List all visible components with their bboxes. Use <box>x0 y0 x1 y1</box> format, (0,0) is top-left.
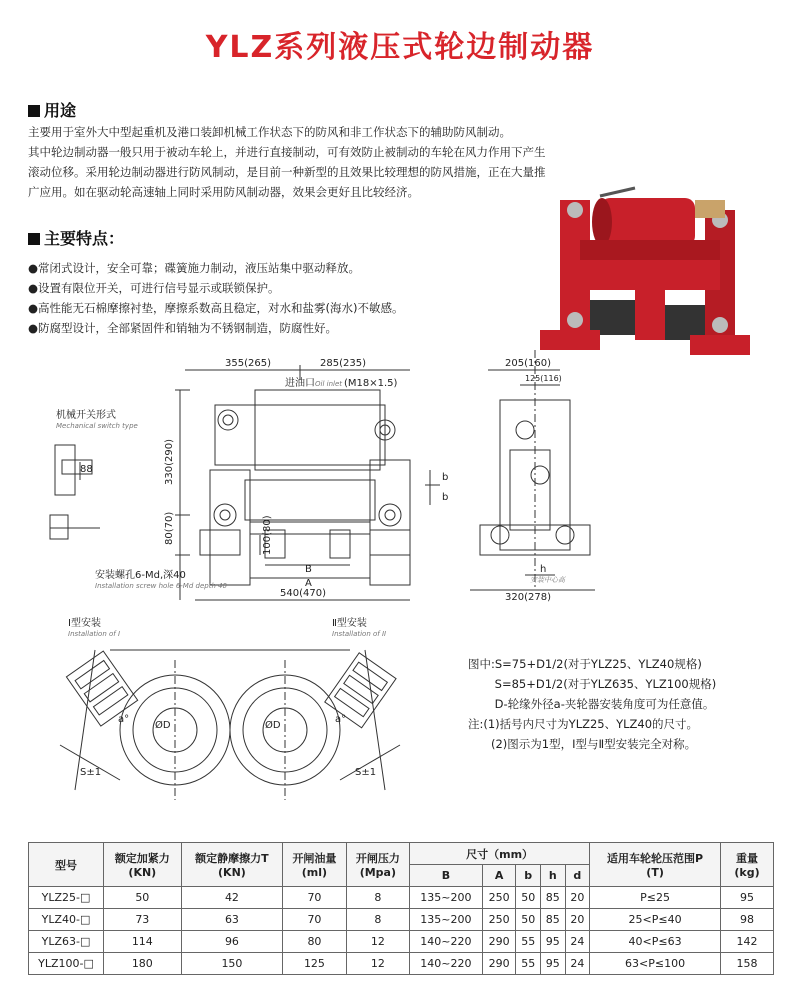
dim-285: 285(235) <box>320 358 366 369</box>
table-cell: YLZ40-□ <box>29 909 104 931</box>
oil-inlet-label-en: Oil inlet <box>315 380 343 388</box>
col-clamp <box>104 843 182 887</box>
table-cell: 114 <box>104 931 182 953</box>
features-heading-text: 主要特点： <box>44 229 125 248</box>
table-cell: 25<P≤40 <box>590 909 721 931</box>
table-cell: 95 <box>721 887 774 909</box>
col-clamp-unit: (KN) <box>128 866 157 879</box>
table-cell: 135~200 <box>410 909 483 931</box>
usage-line: 主要用于室外大中型起重机及港口装卸机械工作状态下的防风和非工作状态下的辅助防风制动。 <box>28 125 511 139</box>
col-dim-h: h <box>541 865 566 887</box>
table-cell: 50 <box>104 887 182 909</box>
table-cell: 150 <box>181 953 283 975</box>
phi-d-right: ØD <box>265 720 281 731</box>
table-cell: 42 <box>181 887 283 909</box>
usage-paragraph <box>28 122 608 202</box>
table-row <box>29 953 774 975</box>
col-dim-b: b <box>516 865 541 887</box>
table-cell: 158 <box>721 953 774 975</box>
table-cell: 85 <box>541 909 566 931</box>
dim-80: 80(70) <box>164 511 175 545</box>
features-heading <box>28 226 124 249</box>
feature-item: ●高性能无石棉摩擦衬垫，摩擦系数高且稳定，对水和盐雾(海水)不敏感。 <box>28 301 404 315</box>
table-cell: 140~220 <box>410 953 483 975</box>
table-cell: 63<P≤100 <box>590 953 721 975</box>
table-cell: 85 <box>541 887 566 909</box>
table-cell: 250 <box>482 909 516 931</box>
note-line: 注:(1)括号内尺寸为YLZ25、YLZ40的尺寸。 <box>468 717 699 731</box>
table-cell: 50 <box>516 909 541 931</box>
note-line: D-轮缘外径a-夹轮器安装角度可为任意值。 <box>468 697 715 711</box>
col-torque-unit: (KN) <box>218 866 246 879</box>
oil-inlet-spec: (M18×1.5) <box>344 378 398 389</box>
dim-330: 330(290) <box>164 439 175 485</box>
usage-line: 广应用。如在驱动轮高速轴上同时采用防风制动器，效果会更好且比较经济。 <box>28 185 419 199</box>
dim-88: 88 <box>80 464 93 475</box>
table-cell: 98 <box>721 909 774 931</box>
col-press-unit: (Mpa) <box>359 866 396 879</box>
table-cell: 12 <box>346 953 409 975</box>
table-cell: 290 <box>482 931 516 953</box>
col-oil-title: 开闸油量 <box>292 852 337 865</box>
col-weight-unit: (kg) <box>734 866 760 879</box>
table-cell: 73 <box>104 909 182 931</box>
table-cell: YLZ25-□ <box>29 887 104 909</box>
col-torque <box>181 843 283 887</box>
usage-line: 滚动位移。采用轮边制动器进行防风制动，是目前一种新型的且效果比较理想的防风措施，正在大量推 <box>28 165 546 179</box>
table-cell: 140~220 <box>410 931 483 953</box>
table-cell: 95 <box>541 953 566 975</box>
col-weight <box>721 843 774 887</box>
dim-205: 205(160) <box>505 358 551 369</box>
note-line: (2)图示为1型，Ⅰ型与Ⅱ型安装完全对称。 <box>468 737 697 751</box>
col-torque-title: 额定静摩擦力T <box>195 852 269 865</box>
table-cell: 250 <box>482 887 516 909</box>
center-height-label: 安装中心高 <box>530 576 565 584</box>
col-dim-d: d <box>565 865 590 887</box>
col-press <box>346 843 409 887</box>
dim-355: 355(265) <box>225 358 271 369</box>
col-dim-B: B <box>410 865 483 887</box>
usage-line: 其中轮边制动器一般只用于被动车轮上，并进行直接制动，可有效防止被制动的车轮在风力作用下产生 <box>28 145 546 159</box>
col-oil <box>283 843 346 887</box>
col-oil-unit: (ml) <box>301 866 328 879</box>
table-cell: 63 <box>181 909 283 931</box>
type1-label: Ⅰ型安装 <box>68 618 101 629</box>
dim-b-upper: b <box>442 472 449 483</box>
switch-label-en: Mechanical switch type <box>56 422 138 430</box>
col-wheel-title: 适用车轮轮压范围P <box>607 852 704 865</box>
table-cell: 8 <box>346 909 409 931</box>
table-cell: 70 <box>283 887 346 909</box>
table-cell: 96 <box>181 931 283 953</box>
table-cell: 50 <box>516 887 541 909</box>
table-cell: 20 <box>565 887 590 909</box>
table-cell: 70 <box>283 909 346 931</box>
col-dim: 尺寸（mm） <box>410 843 590 865</box>
type2-label-en: Installation of II <box>332 630 387 638</box>
table-row <box>29 887 774 909</box>
dim-A: A <box>305 578 312 589</box>
phi-d-left: ØD <box>155 720 171 731</box>
usage-heading <box>28 98 76 121</box>
col-model: 型号 <box>29 843 104 887</box>
product-photo <box>540 180 755 370</box>
angle-a-left: a° <box>118 714 130 725</box>
dim-320: 320(278) <box>505 592 551 603</box>
page-title: YLZ系列液压式轮边制动器 <box>205 30 595 65</box>
switch-label: 机械开关形式 <box>56 410 116 421</box>
note-line: 图中:S=75+D1/2(对于YLZ25、YLZ40规格) <box>468 657 702 671</box>
col-dim-A: A <box>482 865 516 887</box>
col-wheel-unit: (T) <box>646 866 664 879</box>
s-dim-left: S±1 <box>80 767 102 778</box>
screw-hole-label-en: Installation screw hole 6-Md depth 40 <box>95 582 228 590</box>
feature-item: ●防腐型设计，全部紧固件和销轴为不锈钢制造，防腐性好。 <box>28 321 338 335</box>
table-row <box>29 909 774 931</box>
table-cell: 135~200 <box>410 887 483 909</box>
drawing-notes <box>468 654 788 754</box>
dim-125: 125(116) <box>525 374 562 383</box>
table-cell: 24 <box>565 931 590 953</box>
table-cell: 55 <box>516 953 541 975</box>
table-cell: 180 <box>104 953 182 975</box>
table-cell: 24 <box>565 953 590 975</box>
dim-B: B <box>305 564 312 575</box>
feature-item: ●常闭式设计，安全可靠；碟簧施力制动，液压站集中驱动释放。 <box>28 261 361 275</box>
dim-h: h <box>540 564 547 575</box>
table-cell: 142 <box>721 931 774 953</box>
table-row <box>29 931 774 953</box>
table-cell: 40<P≤63 <box>590 931 721 953</box>
table-cell: 55 <box>516 931 541 953</box>
feature-item: ●设置有限位开关，可进行信号显示或联锁保护。 <box>28 281 280 295</box>
spec-header-row <box>29 843 774 865</box>
table-cell: 125 <box>283 953 346 975</box>
col-press-title: 开闸压力 <box>355 852 400 865</box>
bullet-square-icon <box>28 233 40 245</box>
table-cell: 80 <box>283 931 346 953</box>
table-cell: 12 <box>346 931 409 953</box>
table-cell: YLZ63-□ <box>29 931 104 953</box>
bullet-square-icon <box>28 105 40 117</box>
spec-table <box>28 842 774 975</box>
table-cell: P≤25 <box>590 887 721 909</box>
table-cell: 8 <box>346 887 409 909</box>
note-line: S=85+D1/2(对于YLZ635、YLZ100规格) <box>468 677 717 691</box>
col-weight-title: 重量 <box>736 852 758 865</box>
dim-540: 540(470) <box>280 588 326 599</box>
screw-hole-label: 安装螺孔6-Md,深40 <box>95 570 186 581</box>
table-cell: 95 <box>541 931 566 953</box>
table-cell: 20 <box>565 909 590 931</box>
oil-inlet-label: 进油口 <box>285 378 315 389</box>
s-dim-right: S±1 <box>355 767 377 778</box>
table-cell: 290 <box>482 953 516 975</box>
dim-b-lower: b <box>442 492 449 503</box>
col-clamp-title: 额定加紧力 <box>114 852 170 865</box>
dim-100: 100(80) <box>262 515 273 555</box>
col-wheel <box>590 843 721 887</box>
angle-a-right: a° <box>335 714 347 725</box>
type1-label-en: Installation of I <box>68 630 121 638</box>
table-cell: YLZ100-□ <box>29 953 104 975</box>
usage-heading-text: 用途 <box>44 101 77 120</box>
features-list <box>28 258 528 338</box>
type2-label: Ⅱ型安装 <box>332 618 367 629</box>
